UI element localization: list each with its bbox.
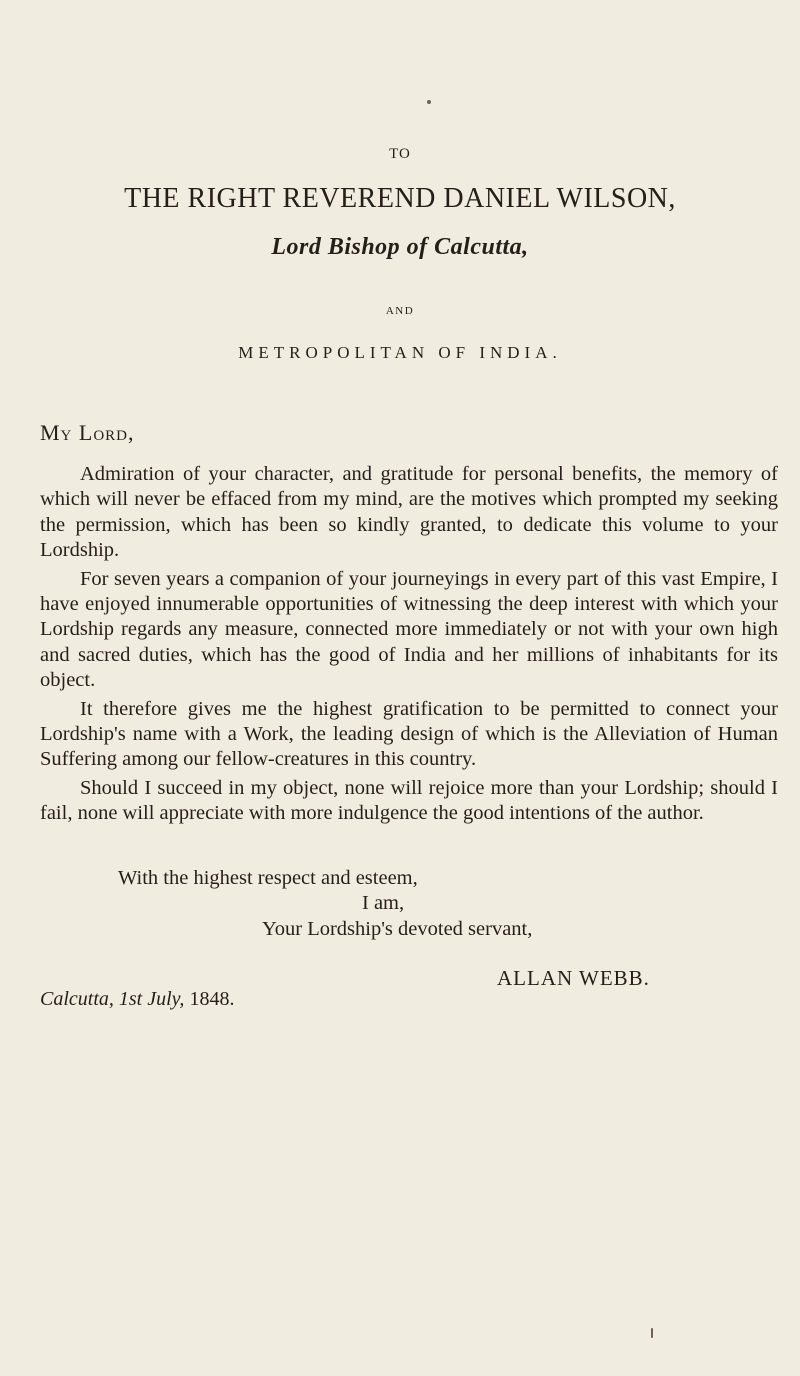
closing-line: I am,: [362, 892, 405, 915]
dedicatee-see: Lord Bishop of Calcutta,: [271, 234, 529, 260]
ink-speck: [427, 100, 431, 104]
place-date-year: 1848.: [189, 988, 235, 1010]
closing-line: With the highest respect and esteem,: [118, 867, 418, 889]
letter-body: [40, 462, 778, 830]
letter-salutation: My Lord,: [40, 420, 135, 445]
letter-paragraph: Admiration of your character, and gratitude for personal benefits, the memory of which will never be effaced from my mind, are the motives which prompted my seeking the permission, which has been so kindly granted, to dedicate this volume to your Lordship.: [40, 463, 778, 562]
letter-closing: [40, 866, 778, 942]
closing-line: Your Lordship's devoted servant,: [262, 917, 533, 940]
dedicatee-metropolitan: METROPOLITAN OF INDIA.: [238, 343, 562, 362]
letter-place-date: [40, 988, 234, 1011]
letter-signature: ALLAN WEBB.: [497, 966, 650, 990]
letter-paragraph: It therefore gives me the highest gratification to be permitted to connect your Lordship's name with a Work, the leading design of which is the Alleviation of Human Suffering among our fellow-creatures in this country.: [40, 697, 778, 771]
ink-mark: [651, 1328, 653, 1338]
letter-paragraph: For seven years a companion of your journeyings in every part of this vast Empire, I have enjoyed innumerable opportunities of witnessing the deep interest with which your Lordship regards any measure, connected more immediately or not with your own high and sacred duties, which has the good of India and her millions of inhabitants for its object.: [40, 567, 778, 692]
letter-paragraph: Should I succeed in my object, none will rejoice more than your Lordship; should I fail, none will appreciate with more indulgence the good intentions of the author.: [40, 776, 778, 825]
dedicatee-name: THE RIGHT REVEREND DANIEL WILSON,: [124, 183, 676, 214]
dedication-to: TO: [389, 146, 411, 162]
dedication-and: AND: [385, 305, 415, 317]
place-date-text: Calcutta, 1st July,: [40, 988, 185, 1010]
